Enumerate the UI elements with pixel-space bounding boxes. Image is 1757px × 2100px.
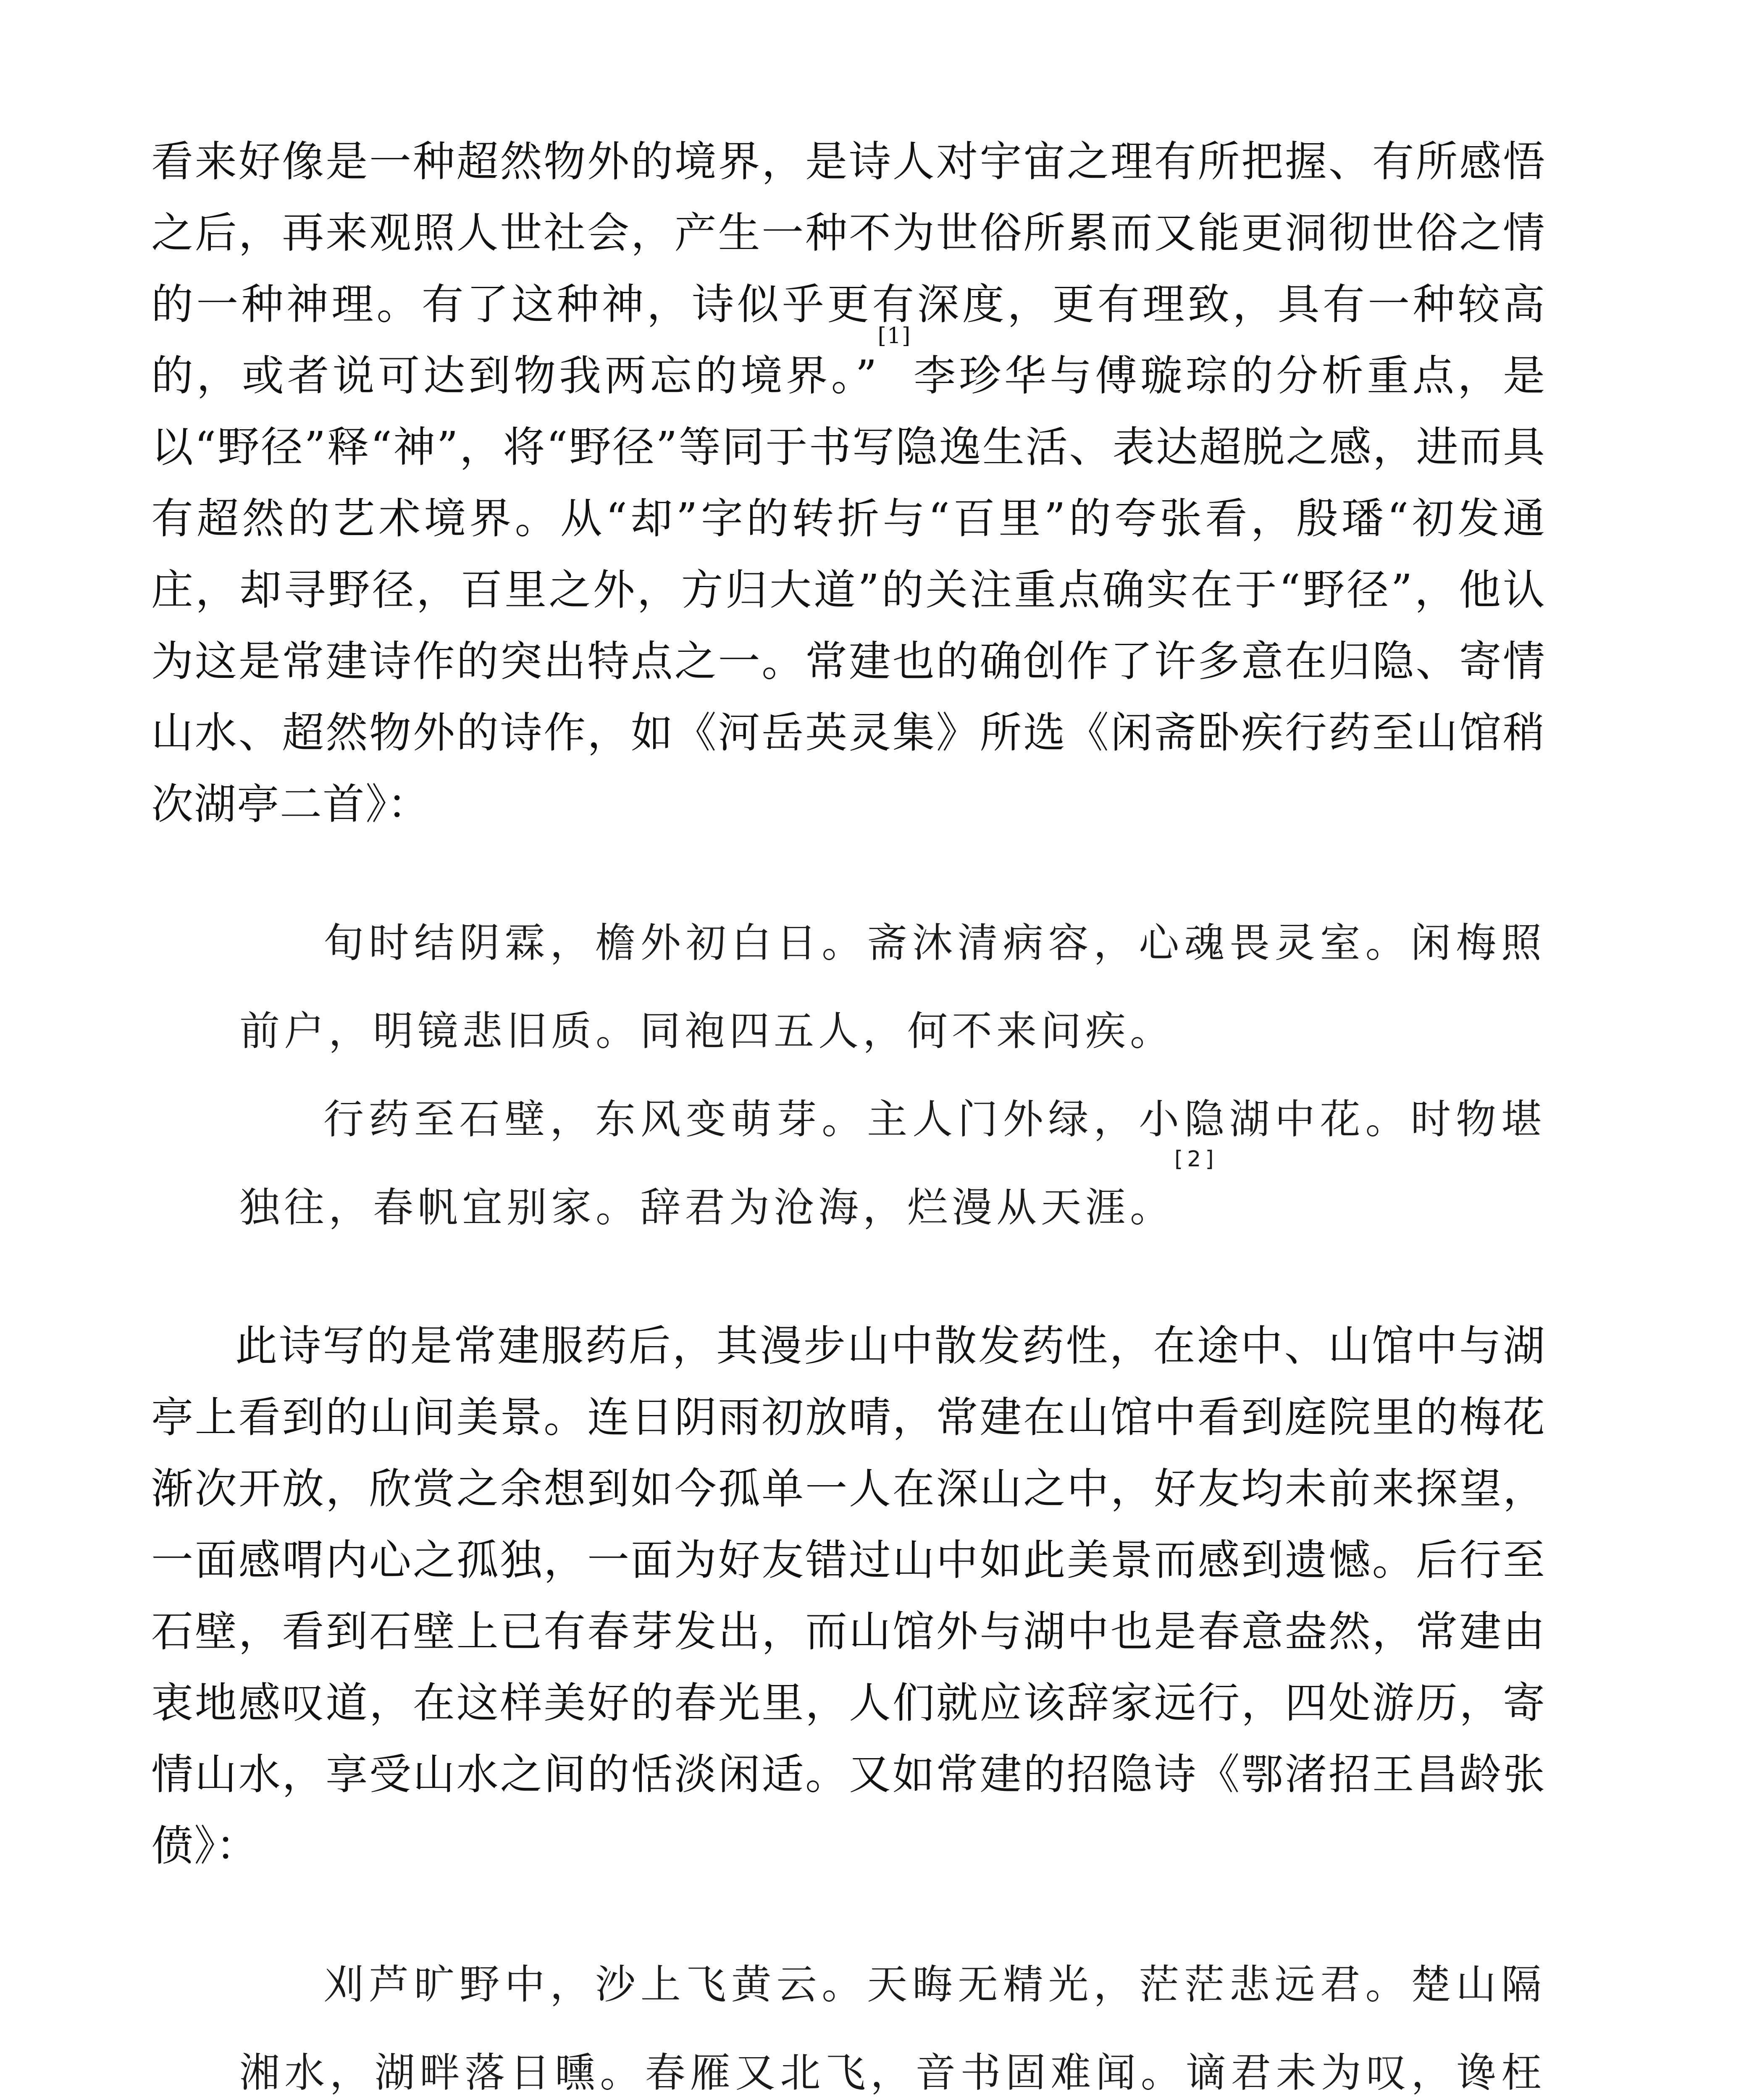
poem-quote-2 [151,1940,1546,2100]
poem-text: 行药至石壁，东风变萌芽。主人门外绿，小隐湖中花。时物堪独往，春帆宜别家。辞君为沧海，烂漫从天涯。 [239,1096,1546,1231]
poem-stanza-2 [239,1075,1546,1252]
body-text: 看来好像是一种超然物外的境界，是诗人对宇宙之理有所把握、有所感悟之后，再来观照人世社会，产生一种不为世俗所累而又能更洞彻世俗之情的一种神理。有了这种神，诗似乎更有深度，更有理致，具有一种较高的，或者说可达到物我两忘的境界。” [151,137,1546,400]
poem-text: 刈芦旷野中，沙上飞黄云。天晦无精光，茫茫悲远君。楚山隔湘水，湖畔落日曛。春雁又北飞，音书固难闻。谪君未为叹，谗枉 [239,1961,1546,2096]
body-text: 李珍华与傅璇琮的分析重点，是以“野径”释“神”，将“野径”等同于书写隐逸生活、表达超脱之感，进而具有超然的艺术境界。从“却”字的转折与“百里”的夸张看，殷璠“初发通庄，却寻野径，百里之外，方归大道”的关注重点确实在于“野径”，他认为这是常建诗作的突出特点之一。常建也的确创作了许多意在归隐、寄情山水、超然物外的诗作，如《河岳英灵集》所选《闲斋卧疾行药至山馆稍次湖亭二首》： [151,351,1546,829]
body-paragraph-1 [151,126,1546,840]
body-paragraph-2: 此诗写的是常建服药后，其漫步山中散发药性，在途中、山馆中与湖亭上看到的山间美景。连日阴雨初放晴，常建在山馆中看到庭院里的梅花渐次开放，欣赏之余想到如今孤单一人在深山之中，好友均未前来探望，一面感喟内心之孤独，一面为好友错过山中如此美景而感到遗憾。后行至石壁，看到石壁上已有春芽发出，而山馆外与湖中也是春意盎然，常建由衷地感叹道，在这样美好的春光里，人们就应该辞家远行，四处游历，寄情山水，享受山水之间的恬淡闲适。又如常建的招隐诗《鄂渚招王昌龄张偾》： [151,1321,1546,1870]
page-content [151,126,1546,2100]
poem-quote-1 [151,899,1546,1252]
footnote-ref-1[interactable]: [1] [877,323,911,349]
poem-stanza-1: 旬时结阴霖，檐外初白日。斋沐清病容，心魂畏灵室。闲梅照前户，明镜悲旧质。同袍四五人，何不来问疾。 [239,919,1546,1055]
footnote-ref-2[interactable]: [2] [1174,1147,1218,1172]
